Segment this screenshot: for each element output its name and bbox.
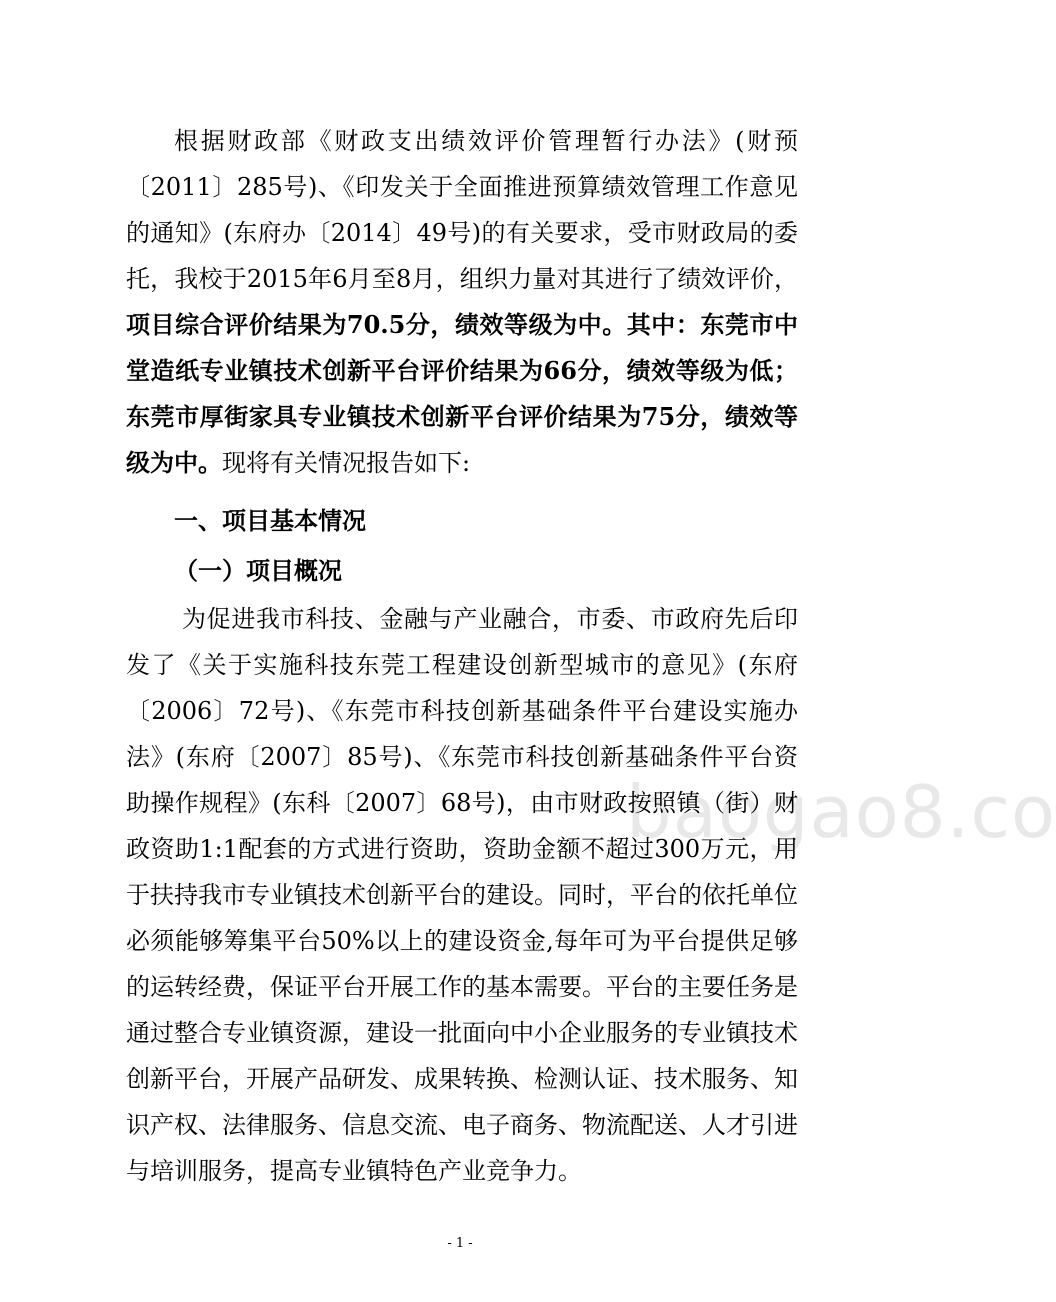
intro-text-bold: 项目综合评价结果为70.5分，绩效等级为中。其中：东莞市中堂造纸专业镇技术创新平台评价结果为66分，绩效等级为低；东莞市厚街家具专业镇技术创新平台评价结果为75分，绩效等级为中。 [126, 310, 798, 477]
intro-text-b: 现将有关情况报告如下: [222, 449, 471, 477]
document-body [126, 118, 798, 1194]
section-heading-1: 一、项目基本情况 [174, 507, 366, 535]
watermark: baogao8.co [626, 770, 1056, 854]
page-number: - 1 - [447, 1236, 473, 1251]
intro-text-a: 根据财政部《财政支出绩效评价管理暂行办法》(财预〔2011〕285号)、《印发关于全面推进预算绩效管理工作意见的通知》(东府办〔2014〕49号)的有关要求，受市财政局的委托，我校于2015年6月至8月，组织力量对其进行了绩效评价， [126, 127, 798, 293]
overview-paragraph: 为促进我市科技、金融与产业融合，市委、市政府先后印发了《关于实施科技东莞工程建设创新型城市的意见》(东府〔2006〕72号)、《东莞市科技创新基础条件平台建设实施办法》(东府〔2007〕85号)、《东莞市科技创新基础条件平台资助操作规程》(东科〔2007〕68号)，由市财政按照镇（街）财政资助1:1配套的方式进行资助，资助金额不超过300万元，用于扶持我市专业镇技术创新平台的建设。同时，平台的依托单位必须能够筹集平台50%以上的建设资金,每年可为平台提供足够的运转经费，保证平台开展工作的基本需要。平台的主要任务是通过整合专业镇资源，建设一批面向中小企业服务的专业镇技术创新平台，开展产品研发、成果转换、检测认证、技术服务、知识产权、法律服务、信息交流、电子商务、物流配送、人才引进与培训服务，提高专业镇特色产业竞争力。 [126, 605, 798, 1185]
subsection-heading-1: （一）项目概况 [174, 557, 342, 585]
intro-paragraph [126, 118, 798, 486]
